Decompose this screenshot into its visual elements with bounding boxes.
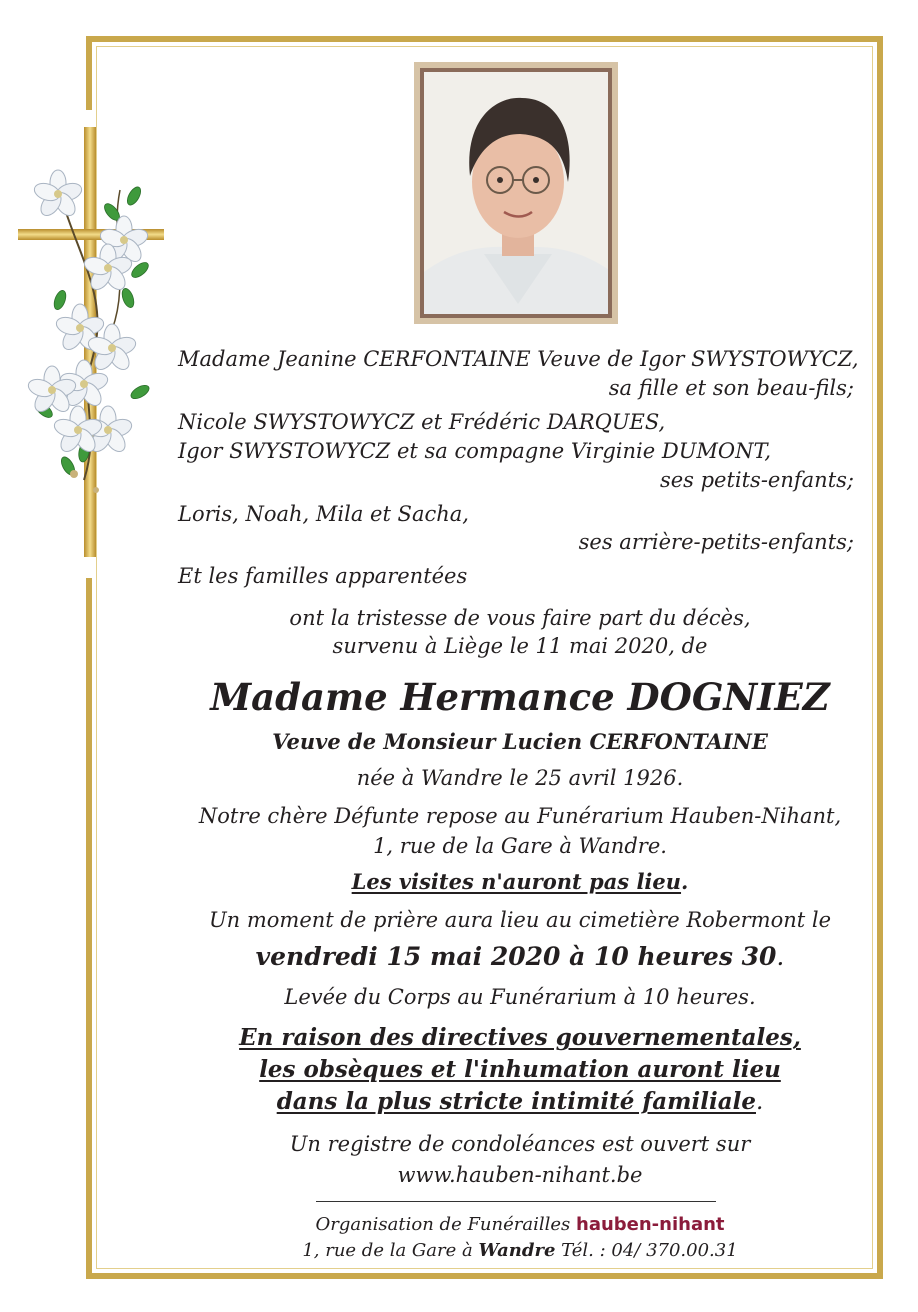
covid-line-2 [120,1056,918,1084]
address-town: Wandre [478,1240,556,1261]
footer-org-line [120,1214,918,1236]
family-relation-2: ses petits-enfants; [659,468,854,492]
covid-text-1: En raison des directives gouvernementales, [239,1024,801,1051]
brand-logo: hauben-nihant [576,1214,725,1235]
prayer-line: Un moment de prière aura lieu au cimetière Robermont le [208,908,832,932]
covid-text-2: les obsèques et l'inhumation auront lieu [259,1056,781,1083]
family-line-4: Loris, Noah, Mila et Sacha, [178,502,469,526]
phone: Tél. : 04/ 370.00.31 [561,1240,738,1261]
family-line-3: Igor SWYSTOWYCZ et sa compagne Virginie DUMONT, [178,439,772,463]
ceremony-date-period: . [776,942,785,971]
visits-notice [120,870,918,894]
portrait-photo [414,62,618,324]
footer-address-line [120,1240,918,1262]
announcement-line-1: ont la tristesse de vous faire part du décès, [289,606,751,630]
covid-line-1 [120,1024,918,1052]
rest-line-2: 1, rue de la Gare à Wandre. [373,834,667,858]
covid-line-3 [120,1088,918,1116]
covid-period: . [755,1089,764,1115]
family-line-2: Nicole SWYSTOWYCZ et Frédéric DARQUES, [178,410,666,434]
visits-text: Les visites n'auront pas lieu [351,869,682,894]
registry-line-1: Un registre de condoléances est ouvert sur [289,1132,751,1156]
family-line-1: Madame Jeanine CERFONTAINE Veuve de Igor SWYSTOWYCZ, [178,347,859,371]
family-line-5: Et les familles apparentées [178,564,468,588]
birth-info: née à Wandre le 25 avril 1926. [356,766,684,790]
widow-of: Veuve de Monsieur Lucien CERFONTAINE [272,729,768,754]
family-relation-3: ses arrière-petits-enfants; [578,530,854,554]
address-prefix: 1, rue de la Gare à [302,1240,473,1261]
ceremony-date-text: vendredi 15 mai 2020 à 10 heures 30 [255,942,777,971]
announcement-line-2: survenu à Liège le 11 mai 2020, de [332,634,708,658]
ceremony-date [120,943,918,971]
covid-text-3: dans la plus stricte intimité familiale [276,1088,756,1115]
registry-link[interactable]: www.hauben-nihant.be [397,1163,643,1187]
visits-period: . [681,869,689,894]
deceased-name: Madame Hermance DOGNIEZ [210,675,830,719]
org-label: Organisation de Funérailles [315,1214,571,1235]
rest-line-1: Notre chère Défunte repose au Funérarium Hauben-Nihant, [198,804,842,828]
frame-gap [80,110,94,578]
family-relation-1: sa fille et son beau-fils; [608,376,854,400]
levee-line: Levée du Corps au Funérarium à 10 heures. [284,985,756,1009]
footer-divider [316,1201,716,1202]
